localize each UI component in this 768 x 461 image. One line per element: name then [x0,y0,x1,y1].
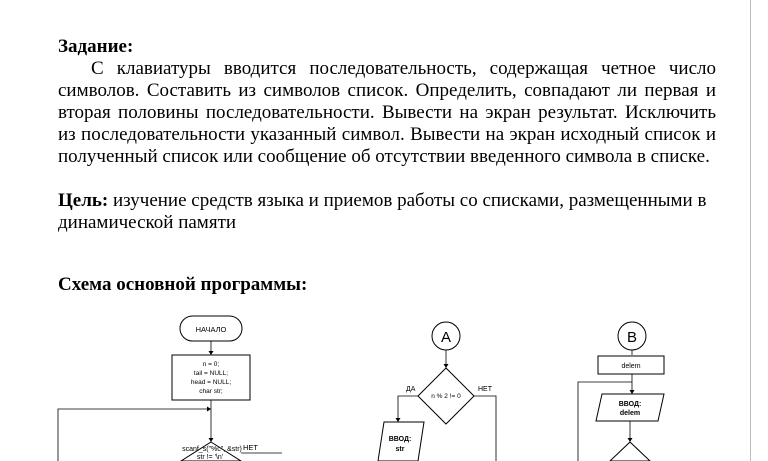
arrow-head [209,438,214,442]
connector-b-label: B [626,329,638,346]
flowchart-a [378,322,496,461]
init-line: tail = NULL; [193,370,229,377]
flowchart-main [58,316,282,461]
loop-condition-line: str != '\n' [196,454,224,461]
loop-no-label: НЕТ [243,443,258,452]
arrow-head [209,351,214,355]
goal-text: изучение средств языка и приемов работы со списками, размещенными в динамической памяти [58,190,707,233]
input-str-line: ВВОД: [388,436,412,443]
task-heading: Задание: [58,36,134,57]
start-label: НАЧАЛО [195,325,227,334]
scheme-heading: Схема основной программы: [58,274,308,295]
delem-decision [610,442,650,461]
input-delem-line: ВВОД: [618,401,642,408]
init-line: char str; [199,388,223,395]
input-delem-line: delem [619,410,641,417]
init-line: n = 0; [202,361,220,368]
no-branch-line [474,396,496,461]
task-text: С клавиатуры вводится последовательность, содержащая четное число символов. Составить из символов список. Определить, совпадают ли первая и вторая половины последовательности. Вывести на экран результат. Исключить из последовательности указанный символ. Вывести на экран исходный список и полученный список или сообщение об отсутствии введенного символа в списке. [58,58,716,167]
arrow-head [630,390,635,394]
connector-a-label: A [440,329,452,346]
no-label: НЕТ [478,386,492,393]
arrow-head [396,418,401,422]
loop-condition-line: scanf_s("%c", &str) [182,446,242,453]
input-str-line: str [395,446,405,453]
delem-process-label: delem [621,363,641,370]
arrow-head [207,407,211,412]
flowchart-b [578,322,664,461]
yes-branch-line [398,396,418,420]
loop-back-line [58,409,211,461]
yes-label: ДА [406,386,416,393]
parity-condition: n % 2 != 0 [431,393,461,400]
goal-label: Цель: [58,190,109,211]
init-line: head = NULL; [190,379,232,386]
